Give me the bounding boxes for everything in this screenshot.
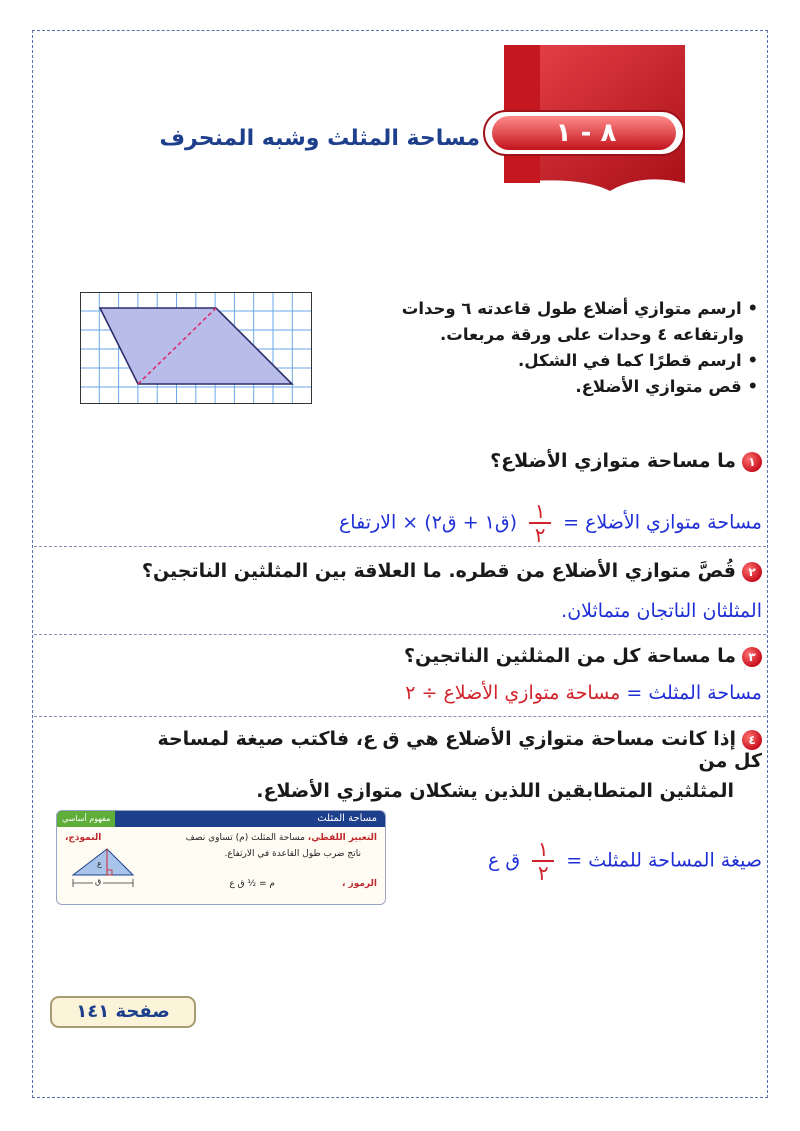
- verbal-expression: [157, 833, 377, 843]
- key-concept-title: مساحة المثلث: [317, 813, 377, 824]
- question-4: [150, 728, 762, 802]
- separator-3: [34, 716, 766, 717]
- answer-4-suffix: ق ع: [488, 849, 521, 872]
- bullet-4: • قص متوازي الأضلاع.: [575, 377, 758, 396]
- model-label: النموذج،: [65, 833, 102, 843]
- symbols-label: الرموز ،: [341, 879, 377, 889]
- bullet-1: • ارسم متوازي أضلاع طول قاعدته ٦ وحدات: [401, 299, 758, 318]
- question-3-text: ما مساحة كل من المثلثين الناتجين؟: [403, 645, 736, 667]
- question-3-number: ٣: [742, 647, 762, 667]
- model-height-label: ع: [97, 859, 102, 868]
- separator-2: [34, 634, 766, 635]
- answer-2: المثلثان الناتجان متماثلان.: [561, 600, 762, 622]
- question-2-text: قُصَّ متوازي الأضلاع من قطره. ما العلاقة بين المثلثين الناتجين؟: [141, 560, 736, 582]
- separator-1: [34, 546, 766, 547]
- question-4-number: ٤: [742, 730, 762, 750]
- answer-4: [400, 838, 762, 884]
- page-number: صفحة ١٤١: [76, 1001, 170, 1022]
- question-4-text-line-2: المثلثين المتطابقين اللذين يشكلان متوازي الأضلاع.: [256, 780, 734, 802]
- page-number-badge: [50, 996, 196, 1028]
- symbols-row: [257, 879, 377, 889]
- answer-4-frac-num: ١: [537, 837, 549, 861]
- answer-1-fraction: [529, 500, 551, 546]
- question-2-number: ٢: [742, 562, 762, 582]
- answer-3-red: مساحة متوازي الأضلاع ÷ ٢: [405, 682, 621, 704]
- answer-4-frac-den: ٢: [537, 861, 549, 885]
- answer-1-frac-den: ٢: [534, 523, 546, 547]
- question-1: [300, 450, 762, 472]
- symbols-formula: م = ½ ق ع: [229, 879, 275, 889]
- bullet-3: • ارسم قطرًا كما في الشكل.: [518, 351, 758, 370]
- bullet-2: وارتفاعه ٤ وحدات على ورقة مربعات.: [440, 325, 744, 344]
- question-1-number: ١: [742, 452, 762, 472]
- key-concept-box: [56, 810, 386, 905]
- answer-1-suffix: (ق١ + ق٢) × الارتفاع: [338, 511, 518, 534]
- question-1-text: ما مساحة متوازي الأضلاع؟: [490, 450, 736, 472]
- lesson-title: مساحة المثلث وشبه المنحرف: [159, 126, 480, 151]
- verbal-text-2: ناتج ضرب طول القاعدة في الارتفاع.: [224, 849, 361, 859]
- model-base-label: ق: [95, 877, 102, 886]
- answer-4-prefix: صيغة المساحة للمثلث =: [566, 849, 762, 872]
- question-3: [300, 645, 762, 667]
- verbal-text-1: مساحة المثلث (م) تساوي نصف: [185, 833, 305, 843]
- key-concept-tag: مفهوم أساسي: [57, 811, 115, 827]
- question-2: [100, 560, 762, 582]
- answer-1: [200, 500, 762, 546]
- activity-bullets: [340, 296, 758, 400]
- key-concept-header: [57, 811, 385, 827]
- answer-3-blue: مساحة المثلث =: [626, 682, 762, 704]
- question-4-text-line-1: إذا كانت مساحة متوازي الأضلاع هي ق ع، فاكتب صيغة لمساحة كل من: [157, 728, 762, 772]
- answer-1-prefix: مساحة متوازي الأضلاع =: [563, 511, 762, 534]
- verbal-label: التعبير اللفظي،: [307, 833, 377, 843]
- answer-1-frac-num: ١: [534, 499, 546, 523]
- parallelogram-grid-figure: [80, 292, 312, 404]
- lesson-number: ٨ - ١: [555, 118, 617, 148]
- answer-4-fraction: [532, 838, 554, 884]
- answer-3: [300, 682, 762, 704]
